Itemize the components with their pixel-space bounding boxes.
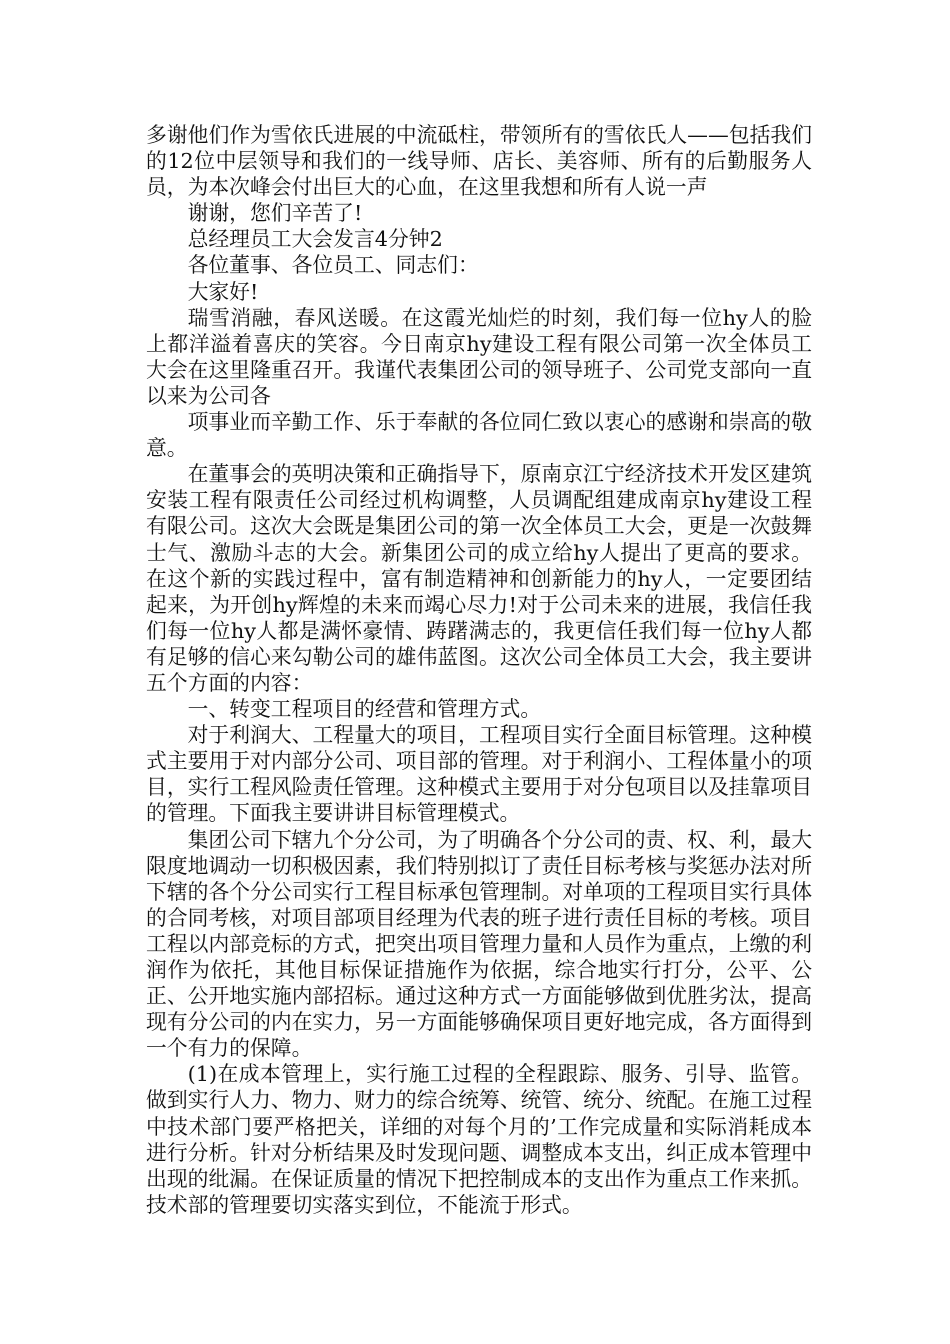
paragraph: 项事业而辛勤工作、乐于奉献的各位同仁致以衷心的感谢和崇高的敬意。	[146, 410, 812, 461]
paragraph: 对于利润大、工程量大的项目，工程项目实行全面目标管理。这种模式主要用于对内部分公司、项目部的管理。对于利润小、工程体量小的项目，实行工程风险责任管理。这种模式主要用于对分包项目以及挂靠项目的管理。下面我主要讲讲目标管理模式。	[146, 723, 812, 826]
paragraph: 在董事会的英明决策和正确指导下，原南京江宁经济技术开发区建筑安装工程有限责任公司经过机构调整，人员调配组建成南京hy建设工程有限公司。这次大会既是集团公司的第一次全体员工大会，更是一次鼓舞士气、激励斗志的大会。新集团公司的成立给hy人提出了更高的要求。在这个新的实践过程中，富有制造精神和创新能力的hy人，一定要团结起来，为开创hy辉煌的未来而竭心尽力!对于公司未来的进展，我信任我们每一位hy人都是满怀豪情、踌躇满志的，我更信任我们每一位hy人都有足够的信心来勾勒公司的雄伟蓝图。这次公司全体员工大会，我主要讲五个方面的内容：	[146, 462, 812, 695]
greeting: 大家好!	[187, 279, 259, 304]
salutation: 各位董事、各位员工、同志们：	[187, 253, 479, 278]
paragraph: 多谢他们作为雪依氏进展的中流砥柱，带领所有的雪依氏人——包括我们的12位中层领导和我们的一线导师、店长、美容师、所有的后勤服务人员，为本次峰会付出巨大的心血，在这里我想和所有人说一声	[146, 123, 812, 200]
paragraph: 集团公司下辖九个分公司，为了明确各个分公司的责、权、利，最大限度地调动一切积极因素，我们特别拟订了责任目标考核与奖惩办法对所下辖的各个分公司实行工程目标承包管理制。对单项的工程项目实行具体的合同考核，对项目部项目经理为代表的班子进行责任目标的考核。项目工程以内部竞标的方式，把突出项目管理力量和人员作为重点，上缴的利润作为依托，其他目标保证措施作为依据，综合地实行打分，公平、公正、公开地实施内部招标。通过这种方式一方面能够做到优胜劣汰，提高现有分公司的内在实力，另一方面能够确保项目更好地完成，各方面得到一个有力的保障。	[146, 827, 812, 1061]
paragraph: (1)在成本管理上，实行施工过程的全程跟踪、服务、引导、监管。做到实行人力、物力、财力的综合统筹、统管、统分、统配。在施工过程中技术部门要严格把关，详细的对每个月的’工作完成量和实际消耗成本进行分析。针对分析结果及时发现问题、调整成本支出，纠正成本管理中出现的纰漏。在保证质量的情况下把控制成本的支出作为重点工作来抓。技术部的管理要切实落实到位，不能流于形式。	[146, 1062, 812, 1217]
document-body	[146, 122, 812, 1218]
section-heading: 总经理员工大会发言4分钟2	[187, 227, 443, 252]
paragraph: 瑞雪消融，春风送暖。在这霞光灿烂的时刻，我们每一位hy人的脸上都洋溢着喜庆的笑容。今日南京hy建设工程有限公司第一次全体员工大会在这里隆重召开。我谨代表集团公司的领导班子、公司党支部向一直以来为公司各	[146, 305, 812, 408]
paragraph: 谢谢，您们辛苦了!	[187, 201, 363, 226]
list-heading: 一、转变工程项目的经营和管理方式。	[187, 697, 542, 722]
